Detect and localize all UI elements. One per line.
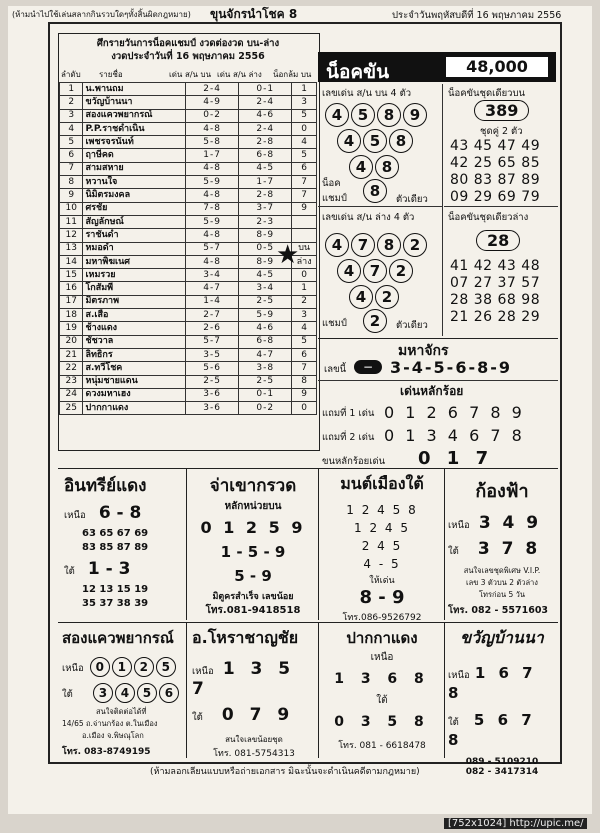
q4-n1: 1 6 7 8 <box>448 664 537 702</box>
number-line: 1 2 4 5 <box>354 521 410 535</box>
table-cell: นิมิตรมงคล <box>83 189 186 202</box>
down-circles-2 <box>336 258 414 284</box>
q3-n2: 0 3 5 8 <box>334 714 430 730</box>
table-cell: 5-6 <box>186 362 239 375</box>
table-cell: 20 <box>60 335 83 348</box>
number-circle: 4 <box>115 683 135 703</box>
p4-note2: เลข 3 ตัวบน 2 ตัวล่าง <box>466 578 538 587</box>
table-row <box>60 96 317 109</box>
table-cell: 5-7 <box>186 335 239 348</box>
table-cell: เหมรวย <box>83 269 186 282</box>
table-cell: 4-6 <box>239 322 292 335</box>
stats-subtitle: งวดประจำวันที่ 16 พฤษภาคม 2556 <box>111 51 265 62</box>
number-circle: 7 <box>351 233 375 257</box>
p2-shop: มิตูครสำเร็จ เลขน้อย <box>212 592 294 602</box>
table-cell: 9 <box>292 202 317 215</box>
table-cell: เพชรจรนันท์ <box>83 136 186 149</box>
table-cell: 6 <box>292 162 317 175</box>
maha-title: มหาจักร <box>398 343 449 359</box>
p4-n1: 3 4 9 <box>478 513 542 533</box>
up-circles-3 <box>348 154 400 180</box>
table-cell: 9 <box>292 388 317 401</box>
table-cell: 2 <box>292 295 317 308</box>
set-down-nums <box>450 258 540 326</box>
table-cell: ชัชวาล <box>83 335 186 348</box>
number-line: 09 29 69 79 <box>450 189 541 205</box>
knock-title: น็อคขัน <box>326 61 390 83</box>
p2-n1: 0 1 2 5 9 <box>200 518 306 537</box>
minus-icon: − <box>354 360 382 374</box>
table-cell: ส.ทวีโชค <box>83 362 186 375</box>
table-cell: 5 <box>292 335 317 348</box>
table-cell: บน <box>292 242 317 255</box>
table-cell: 4 <box>292 322 317 335</box>
table-row <box>60 149 317 162</box>
table-cell: 0-5 <box>239 242 292 255</box>
table-cell: 2-7 <box>186 309 239 322</box>
table-cell: ช้างแดง <box>83 322 186 335</box>
table-cell: 4 <box>60 122 83 135</box>
down-champ-label: แชมป์ <box>322 318 347 329</box>
p2-title: จ่าเขากรวด <box>209 476 297 496</box>
down-champ: 2 <box>363 309 387 333</box>
table-cell: 5 <box>292 149 317 162</box>
table-cell: ขวัญบ้านนา <box>83 96 186 109</box>
table-cell: 22 <box>60 362 83 375</box>
number-line: 07 27 37 57 <box>450 275 541 291</box>
table-cell: น.พานถม <box>83 83 186 96</box>
table-cell: 2-4 <box>186 83 239 96</box>
p3-sub: ให้เด่น <box>369 576 395 586</box>
table-cell: 17 <box>60 295 83 308</box>
down-head: เลขเด่น ส/น ล่าง 4 ตัว <box>322 212 415 223</box>
table-cell: 12 <box>60 229 83 242</box>
table-cell: 0 <box>292 402 317 415</box>
row1-label: แถมที่ 1 เด่น <box>322 408 375 419</box>
p4-l2: ใต้ <box>448 546 459 557</box>
number-line: 28 38 68 98 <box>450 292 541 308</box>
q3-l1: เหนือ <box>370 652 394 663</box>
table-cell: 8 <box>292 375 317 388</box>
table-cell: ล่าง <box>292 255 317 268</box>
table-row <box>60 335 317 348</box>
table-cell: ฤาษีคด <box>83 149 186 162</box>
q1-l2: ใต้ <box>62 689 73 700</box>
number-circle: 8 <box>389 129 413 153</box>
up-head: เลขเด่น ส/น บน 4 ตัว <box>322 88 412 99</box>
q4-l1: เหนือ <box>448 670 470 681</box>
table-cell: 8-9 <box>239 229 292 242</box>
p3-title: มนต์เมืองใต้ <box>340 474 424 493</box>
number-circle: 4 <box>349 155 373 179</box>
number-circle: 8 <box>377 233 401 257</box>
number-line: 35 37 38 39 <box>82 598 149 609</box>
table-cell: 3-4 <box>186 269 239 282</box>
table-cell: 4-7 <box>239 348 292 361</box>
q2-l2: ใต้ <box>192 712 203 723</box>
table-cell: 7 <box>292 176 317 189</box>
maha-nums: 3-4-5-6-8-9 <box>390 358 512 377</box>
table-cell: 2-8 <box>239 189 292 202</box>
table-cell: 0 <box>292 122 317 135</box>
table-cell: ศรชัย <box>83 202 186 215</box>
p4-note3: โทรก่อน 5 วัน <box>478 590 526 599</box>
number-line: 4 - 5 <box>363 557 401 571</box>
up-circles-1 <box>324 102 428 128</box>
table-cell <box>292 215 317 228</box>
p2-n2: 1 - 5 - 9 <box>220 543 286 561</box>
table-row <box>60 402 317 415</box>
table-cell: 8-9 <box>239 255 292 268</box>
p4-l1: เหนือ <box>448 520 470 531</box>
table-cell: 21 <box>60 348 83 361</box>
number-line: 63 65 67 69 <box>82 528 149 539</box>
number-circle: 9 <box>403 103 427 127</box>
footer-note: (ห้ามลอกเลียนแบบหรือถ่ายเอกสาร มิฉะนั้นจะดำเนินคดีตามกฎหมาย) <box>150 767 420 777</box>
q1-circles-1 <box>89 656 177 675</box>
table-cell: 3 <box>292 96 317 109</box>
p1-title: อินทรีย์แดง <box>64 476 147 496</box>
table-cell: มิตรภาพ <box>83 295 186 308</box>
table-row <box>60 176 317 189</box>
p3-tel: โทร.086-9526792 <box>342 613 422 623</box>
p4-note1: สนใจเลขชุดพิเศษ V.I.P. <box>463 566 541 575</box>
table-cell: 2-5 <box>239 375 292 388</box>
table-row <box>60 375 317 388</box>
up-champ-label: น็อค แชมป์ <box>322 178 347 204</box>
col-name: รายชื่อ <box>99 70 123 79</box>
q1-addr2: อ.เมือง จ.พิษณุโลก <box>82 731 144 740</box>
table-cell: 1 <box>60 83 83 96</box>
set-up-head: น็อคขันชุดเดียวบน <box>448 88 526 99</box>
star-icon: ★ <box>276 240 300 270</box>
table-row <box>60 122 317 135</box>
number-circle: 4 <box>325 103 349 127</box>
row2-label: แถมที่ 2 เด่น <box>322 432 375 443</box>
table-cell: 3-8 <box>239 362 292 375</box>
table-cell: 4 <box>292 136 317 149</box>
set-up-main: 389 <box>474 100 529 121</box>
number-circle: 4 <box>337 259 361 283</box>
table-cell: 10 <box>60 202 83 215</box>
row1-nums: 0 1 2 6 7 8 9 <box>384 403 525 422</box>
table-cell: หวานใจ <box>83 176 186 189</box>
maha-label: เลขนี้ <box>324 364 347 375</box>
table-cell: 4-6 <box>239 109 292 122</box>
p4-n2: 3 7 8 <box>477 539 541 559</box>
q1-addr1: 14/65 ถ.จ่านกร้อง ต.ในเมือง <box>62 719 158 728</box>
table-cell: 7 <box>292 362 317 375</box>
table-cell: 25 <box>60 402 83 415</box>
q4-tel2: 082 - 3417314 <box>465 767 539 777</box>
number-circle: 5 <box>137 683 157 703</box>
number-line: 2 4 5 <box>361 539 403 553</box>
table-cell: 0-2 <box>186 109 239 122</box>
p1-group2 <box>82 583 184 611</box>
table-cell: 3 <box>292 309 317 322</box>
number-line: 1 2 4 5 8 <box>346 503 418 517</box>
watermark: [752x1024] http://upic.me/ <box>444 818 587 829</box>
q2-n1: 1 3 5 7 <box>192 659 296 699</box>
up-single: ตัวเดียว <box>396 194 428 205</box>
table-row <box>60 269 317 282</box>
table-cell: 3-5 <box>186 348 239 361</box>
table-cell: 3-6 <box>186 402 239 415</box>
q2-note: สนใจเลขน้อยชุด <box>225 735 283 744</box>
col-no: ลำดับ <box>61 70 81 79</box>
q4-title: ขวัญบ้านนา <box>460 628 544 647</box>
table-cell: สัญลักษณ์ <box>83 215 186 228</box>
table-cell: 0-1 <box>239 83 292 96</box>
number-circle: 2 <box>403 233 427 257</box>
stats-title: ศึกรายวันการน็อคแชมป์ งวดต่องวด บน-ล่าง <box>96 38 280 49</box>
number-circle: 4 <box>349 285 373 309</box>
q4-n2: 5 6 7 8 <box>448 711 536 749</box>
table-cell: 19 <box>60 322 83 335</box>
table-cell: 4-7 <box>186 282 239 295</box>
col-down: เด่น ส/น ล่าง <box>217 70 262 79</box>
table-cell: 0-2 <box>239 402 292 415</box>
table-row <box>60 388 317 401</box>
p1-group1 <box>82 527 184 555</box>
number-circle: 5 <box>363 129 387 153</box>
number-circle: 0 <box>90 657 110 677</box>
q3-l2: ใต้ <box>376 695 388 706</box>
knock-right-panel <box>444 84 558 336</box>
table-cell: 2-6 <box>186 322 239 335</box>
p3-n: 8 - 9 <box>359 587 405 608</box>
p1-n1: 6 - 8 <box>98 503 142 523</box>
table-cell: 4-9 <box>186 96 239 109</box>
p2-n3: 5 - 9 <box>234 567 272 585</box>
p2-tel: โทร.081-9418518 <box>205 605 301 616</box>
header-note: (ห้ามนำไปใช้เล่นสลากกินรวบใดๆทั้งสิ้นผิดกฎหมาย) <box>12 10 191 19</box>
up-champ: 8 <box>363 179 387 203</box>
table-cell: โกสัมพี <box>83 282 186 295</box>
table-cell: 6 <box>292 348 317 361</box>
p4-tel: โทร. 082 - 5571603 <box>448 605 549 616</box>
number-circle: 5 <box>156 657 176 677</box>
q2-l1: เหนือ <box>192 666 214 677</box>
number-line: 12 13 15 19 <box>82 584 149 595</box>
col-up: เด่น ส/น บน <box>169 70 212 79</box>
table-cell: 5-9 <box>239 309 292 322</box>
table-row <box>60 362 317 375</box>
table-cell: 1-4 <box>186 295 239 308</box>
table-row <box>60 83 317 96</box>
table-cell: 24 <box>60 388 83 401</box>
number-circle: 4 <box>325 233 349 257</box>
number-circle: 8 <box>375 155 399 179</box>
table-row <box>60 282 317 295</box>
number-circle: 7 <box>363 259 387 283</box>
number-line: 41 42 43 48 <box>450 258 541 274</box>
p1-l2: ใต้ <box>64 566 75 577</box>
number-line: 80 83 87 89 <box>450 172 541 188</box>
table-cell: 1 <box>292 282 317 295</box>
table-cell: 0-1 <box>239 388 292 401</box>
q1-circles-2 <box>92 682 180 701</box>
q3-tel: โทร. 081 - 6618478 <box>338 741 426 751</box>
number-circle: 3 <box>93 683 113 703</box>
table-cell: 16 <box>60 282 83 295</box>
table-cell: 6-8 <box>239 335 292 348</box>
table-cell: 5 <box>292 109 317 122</box>
table-row <box>60 189 317 202</box>
table-cell: 2-5 <box>239 295 292 308</box>
number-circle: 6 <box>159 683 179 703</box>
table-cell: 0 <box>292 269 317 282</box>
header-title: ขุนจักรนำโชค 8 <box>210 7 298 21</box>
up-circles-2 <box>336 128 414 154</box>
table-cell: 3-4 <box>239 282 292 295</box>
table-cell: 6-8 <box>239 149 292 162</box>
q3-n1: 1 3 6 8 <box>334 671 430 687</box>
hundred-title: เด่นหลักร้อย <box>400 384 464 398</box>
table-cell: สองแควพยากรณ์ <box>83 109 186 122</box>
table-row <box>60 348 317 361</box>
number-line: 43 45 47 49 <box>450 138 541 154</box>
q1-note: สนใจติดต่อได้ที่ <box>96 707 147 716</box>
p1-n2: 1 - 3 <box>87 559 131 579</box>
table-cell: หมอดำ <box>83 242 186 255</box>
table-cell: 4-8 <box>186 229 239 242</box>
table-row <box>60 215 317 228</box>
knock-left-panel <box>318 84 443 336</box>
number-line: 21 26 28 29 <box>450 309 541 325</box>
table-row <box>60 309 317 322</box>
table-row <box>60 295 317 308</box>
table-cell: 2-5 <box>186 375 239 388</box>
table-cell: สามสหาย <box>83 162 186 175</box>
table-cell: 3 <box>60 109 83 122</box>
table-cell: 5-8 <box>186 136 239 149</box>
table-row <box>60 109 317 122</box>
table-cell: มหาพิฆเนศ <box>83 255 186 268</box>
down-single: ตัวเดียว <box>396 320 428 331</box>
set-up-sub: ชุดคู่ 2 ตัว <box>480 126 523 137</box>
header-date: ประจำวันพฤหัสบดีที่ 16 พฤษภาคม 2556 <box>392 10 562 21</box>
table-cell: 2-4 <box>239 96 292 109</box>
table-cell: 1-7 <box>186 149 239 162</box>
q2-tel: โทร. 081-5754313 <box>213 749 295 759</box>
table-row <box>60 136 317 149</box>
number-circle: 2 <box>375 285 399 309</box>
table-cell: ดวงมหาเฮง <box>83 388 186 401</box>
table-cell: ส.เสือ <box>83 309 186 322</box>
table-cell: 4-8 <box>186 189 239 202</box>
table-cell: 18 <box>60 309 83 322</box>
table-cell: 7-8 <box>186 202 239 215</box>
table-cell: ปากกาแดง <box>83 402 186 415</box>
table-cell: 7 <box>60 162 83 175</box>
table-cell: 4-8 <box>186 255 239 268</box>
number-circle: 2 <box>134 657 154 677</box>
q1-tel: โทร. 083-8749195 <box>62 747 151 757</box>
knock-amount: 48,000 <box>446 57 548 77</box>
table-cell: P.P.ราชดำเนิน <box>83 122 186 135</box>
table-cell: 3-6 <box>186 388 239 401</box>
set-down-main: 28 <box>476 230 520 251</box>
number-circle: 8 <box>377 103 401 127</box>
table-cell: 1-7 <box>239 176 292 189</box>
table-cell: 15 <box>60 269 83 282</box>
q3-title: ปากกาแดง <box>346 629 418 647</box>
q2-title: อ.โหราชาญชัย <box>192 628 299 647</box>
table-cell: 5-7 <box>186 242 239 255</box>
table-row <box>60 202 317 215</box>
number-line: 83 85 87 89 <box>82 542 149 553</box>
table-cell: 11 <box>60 215 83 228</box>
down-circles-3 <box>348 284 400 310</box>
row3-label: ขนหลักร้อยเด่น <box>322 456 386 467</box>
row2-nums: 0 1 3 4 6 7 8 <box>384 426 525 445</box>
number-circle: 5 <box>351 103 375 127</box>
table-cell: 5-9 <box>186 176 239 189</box>
table-cell: 4-8 <box>186 162 239 175</box>
q1-title: สองแควพยากรณ์ <box>62 629 174 647</box>
table-row <box>60 322 317 335</box>
table-cell: 5-9 <box>186 215 239 228</box>
row3-nums: 0 1 7 <box>418 448 494 469</box>
table-cell: 9 <box>60 189 83 202</box>
q2-n2: 0 7 9 <box>221 705 295 725</box>
table-cell: 14 <box>60 255 83 268</box>
p2-sub: หลักหน่วยบน <box>224 501 282 512</box>
table-cell: 3-7 <box>239 202 292 215</box>
knock-header <box>318 52 556 82</box>
set-down-head: น็อคขันชุดเดียวล่าง <box>448 212 529 223</box>
table-cell: 6 <box>60 149 83 162</box>
table-cell: ราชันดำ <box>83 229 186 242</box>
table-cell: 13 <box>60 242 83 255</box>
q4-tel1: 089 - 5109210 <box>465 757 539 767</box>
p3-rows <box>320 501 444 573</box>
table-cell: 23 <box>60 375 83 388</box>
q4-l2: ใต้ <box>448 717 459 728</box>
table-cell: หนุ่มชายแดน <box>83 375 186 388</box>
col-hit: น็อกล้ม บน <box>273 70 312 79</box>
table-cell: 2-8 <box>239 136 292 149</box>
table-cell: 8 <box>60 176 83 189</box>
number-circle: 1 <box>112 657 132 677</box>
table-cell: 2-3 <box>239 215 292 228</box>
table-cell: 1 <box>292 83 317 96</box>
table-cell: ลิทธิกร <box>83 348 186 361</box>
down-circles-1 <box>324 232 428 258</box>
table-cell: 2 <box>60 96 83 109</box>
number-line: 42 25 65 85 <box>450 155 541 171</box>
table-cell: 5 <box>60 136 83 149</box>
number-circle: 4 <box>337 129 361 153</box>
table-cell: 4-5 <box>239 269 292 282</box>
number-circle: 2 <box>389 259 413 283</box>
p1-l1: เหนือ <box>64 510 86 521</box>
table-cell: 4-5 <box>239 162 292 175</box>
table-row <box>60 162 317 175</box>
set-up-nums <box>450 138 540 206</box>
table-cell: 7 <box>292 189 317 202</box>
table-cell: 4-8 <box>186 122 239 135</box>
q1-l1: เหนือ <box>62 663 84 674</box>
p4-title: ก้องฟ้า <box>475 481 529 502</box>
table-cell: 2-4 <box>239 122 292 135</box>
